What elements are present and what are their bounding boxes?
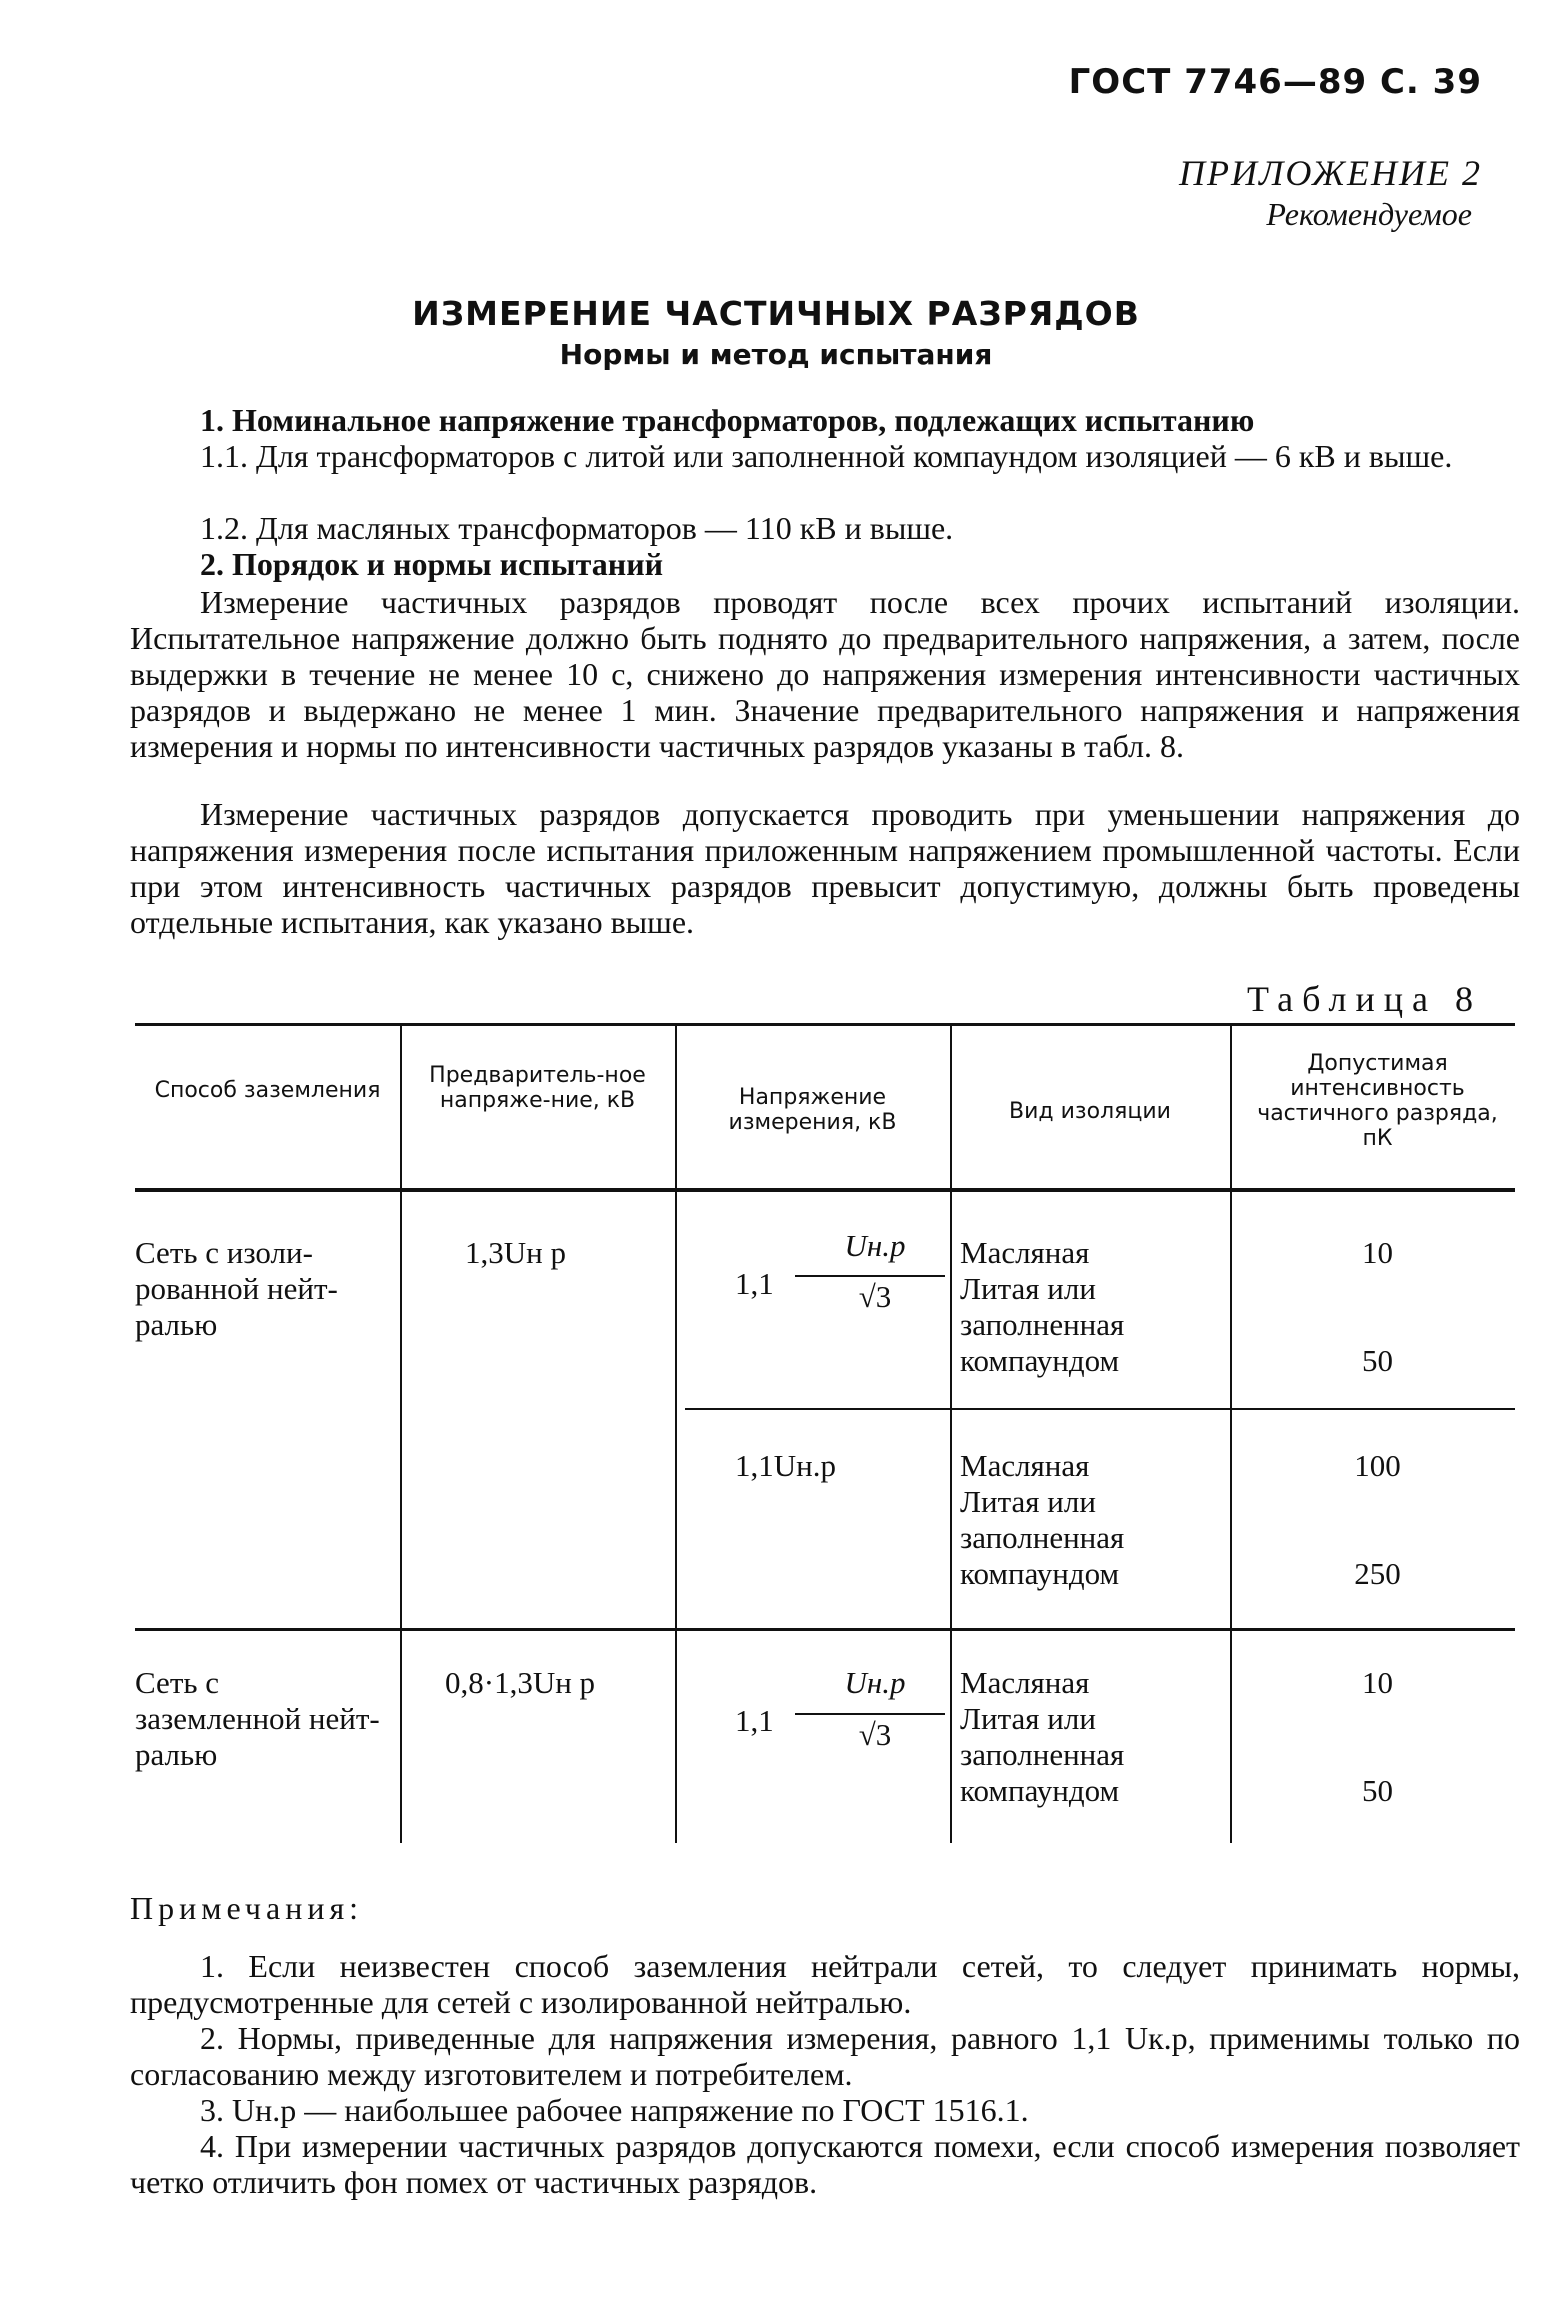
section-1-heading: 1. Номинальное напряжение трансформаторов, подлежащих испытанию [200,402,1255,438]
insulation-oil-3: Масляная [960,1665,1090,1700]
paragraph-1: Измерение частичных разрядов проводят после всех прочих испытаний изоляции. Испытательное напряжение должно быть поднято до предварительного напряжения, а затем, после выдержки в течение не менее 10 с, снижено до напряжения измерения интенсивности частичных разрядов и выдержано не менее 1 мин. Значение предварительного напряжения и напряжения измерения и нормы по интенсивности частичных разрядов указаны в табл. 8. [130,584,1520,764]
paragraph-2: Измерение частичных разрядов допускается проводить при уменьшении напряжения до напряжения измерения после испытания приложенным напряжением промышленной частоты. Если при этом интенсивность частичных разрядов превысит допустимую, должны быть проведены отдельные испытания, как указано выше. [130,796,1520,940]
section-1-2: 1.2. Для масляных трансформаторов — 110 кВ и выше. [200,510,954,546]
section-1-1: 1.1. Для трансформаторов с литой или заполненной компаундом изоляцией — 6 кВ и выше. [200,438,1453,474]
page-subtitle: Нормы и метод испытания [559,338,993,371]
grounding-earthed: Сеть с заземленной нейт-ралью [135,1665,380,1772]
table-col-divider [400,1023,402,1843]
note-4: 4. При измерении частичных разрядов допускаются помехи, если способ измерения позволяет четко отличить фон помех от частичных разрядов. [130,2128,1520,2200]
prelim-voltage-1: 1,3Uн р [465,1235,566,1270]
table-col-divider [675,1023,677,1843]
table-col-divider [1230,1023,1232,1843]
insulation-cast-3: Литая или заполненная компаундом [960,1701,1125,1808]
fraction-bar [795,1713,945,1715]
table-group-rule [135,1628,1515,1631]
doc-reference: ГОСТ 7746—89 С. 39 [1068,62,1482,102]
table-top-rule [135,1023,1515,1026]
table-inner-rule [685,1408,1515,1410]
measure-num-1: Uн.р [844,1228,906,1263]
appendix-status: Рекомендуемое [1266,196,1472,232]
table-header-grounding: Способ заземления [154,1078,381,1103]
section-2-heading: 2. Порядок и нормы испытаний [200,546,664,582]
table-header-prelim: Предваритель-ное напряже-ние, кВ [429,1063,646,1113]
notes-heading: Примечания: [130,1890,364,1926]
note-3: 3. Uн.р — наибольшее рабочее напряжение по ГОСТ 1516.1. [200,2092,1029,2128]
appendix-label: ПРИЛОЖЕНИЕ 2 [1179,153,1482,193]
measure-den-1: √3 [858,1279,892,1314]
table-col-divider [950,1023,952,1843]
insulation-cast-2: Литая или заполненная компаундом [960,1484,1125,1591]
measure-num-3: Uн.р [844,1665,906,1700]
value-cast-1: 50 [1362,1343,1393,1378]
page-title: ИЗМЕРЕНИЕ ЧАСТИЧНЫХ РАЗРЯДОВ [412,294,1140,333]
measure-den-3: √3 [858,1717,892,1752]
measure-coef-1: 1,1 [735,1266,774,1301]
table-header-permissible: Допустимая интенсивность частичного разряда, пК [1257,1051,1498,1151]
value-oil-3: 10 [1362,1665,1393,1700]
measure-coef-3: 1,1 [735,1703,774,1738]
table-caption: Таблица 8 [1247,979,1482,1019]
table-header-measure: Напряжение измерения, кВ [728,1085,897,1135]
value-cast-3: 50 [1362,1773,1393,1808]
table-header-insulation: Вид изоляции [1009,1099,1171,1124]
grounding-isolated: Сеть с изоли-рованной нейт-ралью [135,1235,338,1342]
note-1: 1. Если неизвестен способ заземления нейтрали сетей, то следует принимать нормы, предусмотренные для сетей с изолированной нейтралью. [130,1948,1520,2020]
insulation-oil-2: Масляная [960,1448,1090,1483]
table-header-rule [135,1188,1515,1192]
fraction-bar [795,1275,945,1277]
note-2: 2. Нормы, приведенные для напряжения измерения, равного 1,1 Uк.р, применимы только по согласованию между изготовителем и потребителем. [130,2020,1520,2092]
value-oil-2: 100 [1354,1448,1401,1483]
table-8 [135,1023,1515,1843]
measure-voltage-2: 1,1Uн.р [735,1448,836,1483]
insulation-oil-1: Масляная [960,1235,1090,1270]
value-oil-1: 10 [1362,1235,1393,1270]
prelim-voltage-3: 0,8·1,3Uн р [445,1665,596,1700]
value-cast-2: 250 [1354,1556,1401,1591]
insulation-cast-1: Литая или заполненная компаундом [960,1271,1125,1378]
